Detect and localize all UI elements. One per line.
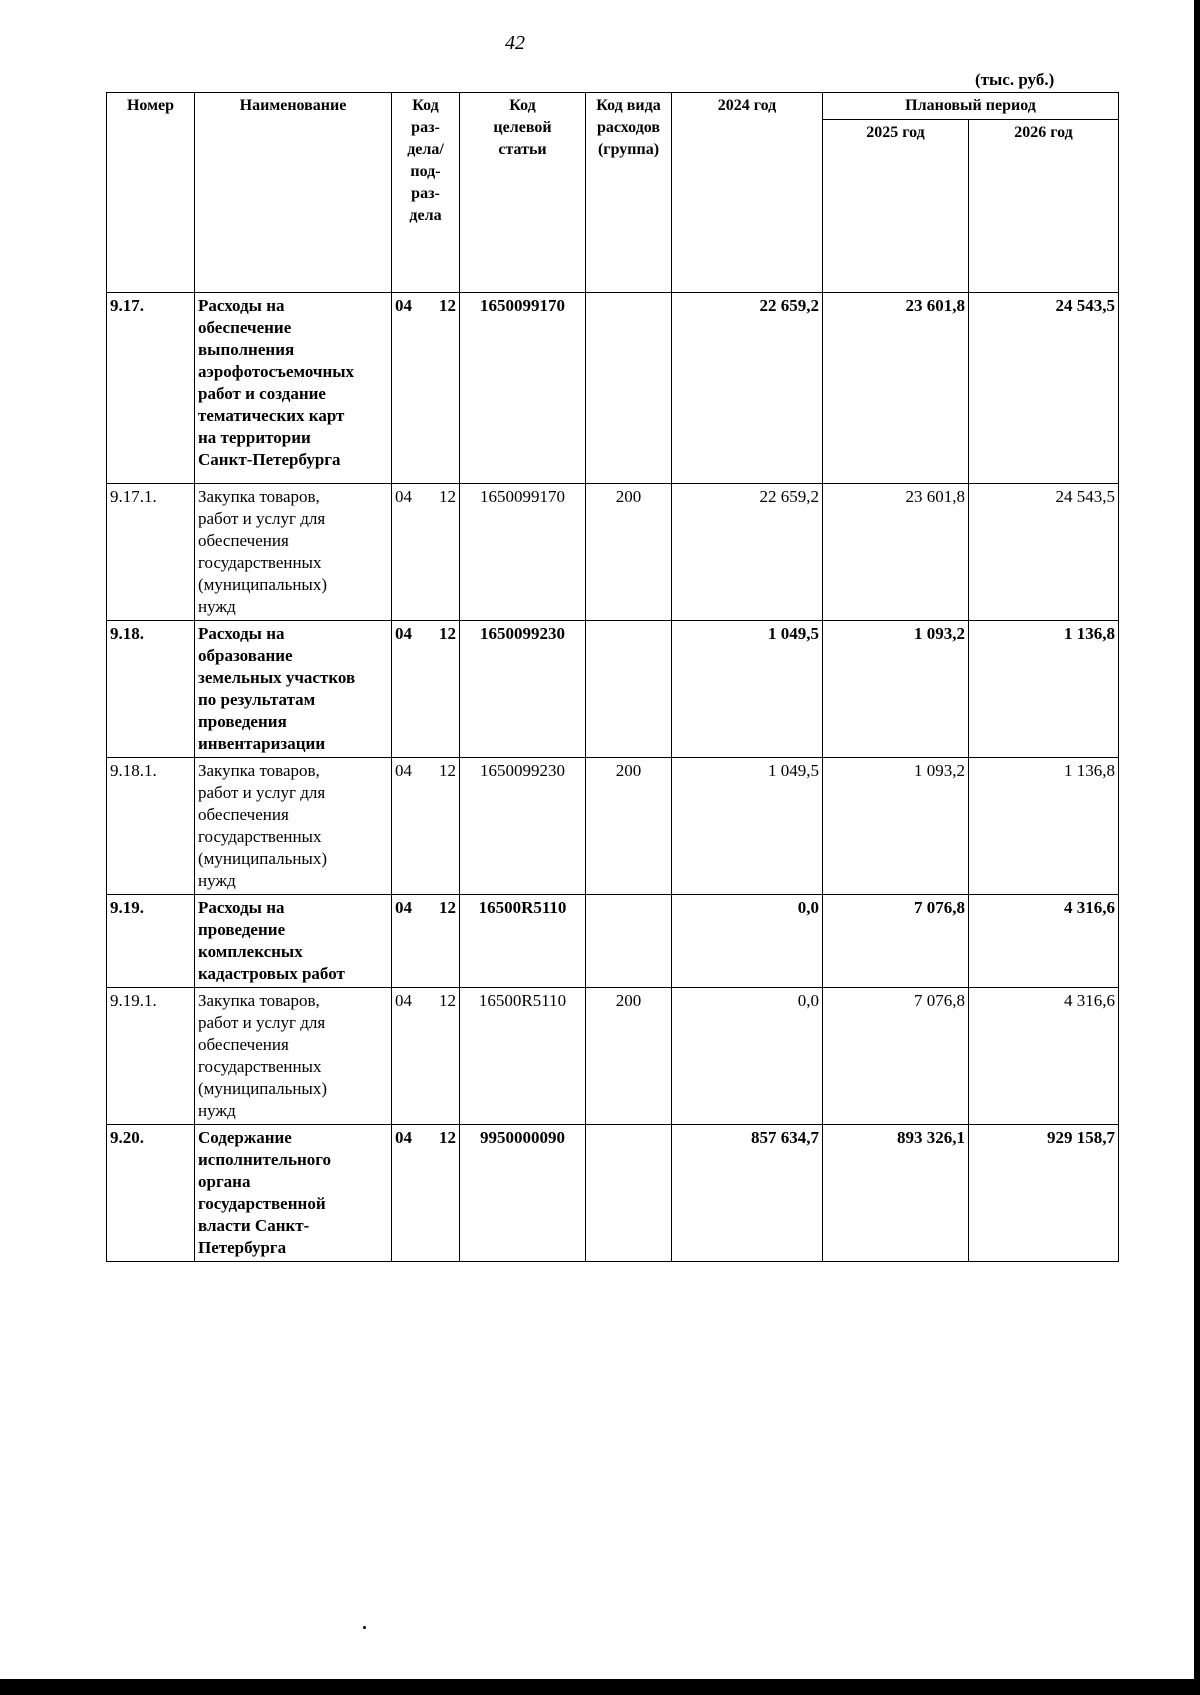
budget-table — [106, 92, 1119, 1262]
row-name-line: обеспечения — [198, 531, 289, 550]
row-section-code — [392, 621, 460, 758]
header-section-line: дела/ — [407, 141, 444, 158]
row-target-code: 9950000090 — [460, 1125, 586, 1262]
row-amount-2025: 23 601,8 — [823, 293, 969, 484]
row-number: 9.17. — [107, 293, 195, 484]
row-section: 04 — [395, 296, 412, 315]
row-number: 9.19.1. — [107, 988, 195, 1125]
row-amount-2026: 24 543,5 — [969, 293, 1119, 484]
page-number: 42 — [505, 32, 525, 54]
row-name-line: работ и услуг для — [198, 1013, 326, 1032]
row-section: 04 — [395, 1128, 412, 1147]
row-section-code — [392, 758, 460, 895]
row-name-line: власти Санкт- — [198, 1216, 310, 1235]
row-amount-2025: 1 093,2 — [823, 758, 969, 895]
row-expense-group — [586, 1125, 672, 1262]
row-name-line: комплексных — [198, 942, 303, 961]
row-name-line: Расходы на — [198, 898, 285, 917]
row-name-line: тематических карт — [198, 406, 345, 425]
row-section: 04 — [395, 624, 412, 643]
row-name-line: земельных участков — [198, 668, 356, 687]
table-row — [107, 758, 1119, 895]
row-amount-2026: 929 158,7 — [969, 1125, 1119, 1262]
row-amount-2024: 1 049,5 — [672, 758, 823, 895]
row-number: 9.19. — [107, 895, 195, 988]
scan-edge-bottom — [0, 1679, 1200, 1695]
row-amount-2026: 1 136,8 — [969, 621, 1119, 758]
row-name — [195, 484, 392, 621]
row-expense-group — [586, 621, 672, 758]
row-name-line: Петербурга — [198, 1238, 287, 1257]
row-name-line: образование — [198, 646, 293, 665]
row-subsection: 12 — [439, 487, 456, 506]
header-name: Наименование — [195, 93, 392, 293]
row-name-line: аэрофотосъемочных — [198, 362, 355, 381]
header-number: Номер — [107, 93, 195, 293]
row-name-line: проведение — [198, 920, 286, 939]
header-group-line: (группа) — [597, 141, 660, 158]
row-name-line: обеспечения — [198, 805, 289, 824]
row-section-code — [392, 895, 460, 988]
row-name-line: Закупка товаров, — [198, 761, 320, 780]
row-target-code: 1650099230 — [460, 758, 586, 895]
row-amount-2024: 0,0 — [672, 988, 823, 1125]
row-amount-2025: 1 093,2 — [823, 621, 969, 758]
header-year-2024: 2024 год — [672, 93, 823, 293]
row-section-code — [392, 484, 460, 621]
units-label: (тыс. руб.) — [975, 70, 1055, 89]
row-name — [195, 1125, 392, 1262]
row-name-line: нужд — [198, 1101, 236, 1120]
table-body — [107, 293, 1119, 1262]
row-section-code — [392, 988, 460, 1125]
row-subsection: 12 — [439, 761, 456, 780]
row-name — [195, 758, 392, 895]
row-name-line: инвентаризации — [198, 734, 326, 753]
row-number: 9.18.1. — [107, 758, 195, 895]
row-name-line: работ и создание — [198, 384, 326, 403]
row-subsection: 12 — [439, 1128, 456, 1147]
header-target-line: Код — [509, 97, 536, 114]
header-expense-group — [586, 93, 672, 293]
header-section-line: раз- — [411, 185, 440, 202]
row-expense-group: 200 — [586, 484, 672, 621]
table-row — [107, 988, 1119, 1125]
row-name-line: выполнения — [198, 340, 295, 359]
row-name-line: Закупка товаров, — [198, 991, 320, 1010]
row-amount-2025: 7 076,8 — [823, 895, 969, 988]
row-name-line: Расходы на — [198, 624, 285, 643]
row-name-line: кадастровых работ — [198, 964, 345, 983]
scan-speck — [363, 1626, 366, 1629]
row-section-code — [392, 293, 460, 484]
table-row — [107, 1125, 1119, 1262]
row-number: 9.18. — [107, 621, 195, 758]
row-number: 9.17.1. — [107, 484, 195, 621]
header-section-line: дела — [409, 207, 442, 224]
row-amount-2024: 22 659,2 — [672, 293, 823, 484]
row-section-code — [392, 1125, 460, 1262]
header-section-code — [392, 93, 460, 293]
row-name — [195, 988, 392, 1125]
row-target-code: 1650099230 — [460, 621, 586, 758]
row-name-line: государственных — [198, 553, 322, 572]
row-name-line: Содержание — [198, 1128, 292, 1147]
row-amount-2026: 4 316,6 — [969, 895, 1119, 988]
header-section-line: под- — [410, 163, 441, 180]
row-name-line: нужд — [198, 871, 236, 890]
row-amount-2024: 0,0 — [672, 895, 823, 988]
row-name-line: нужд — [198, 597, 236, 616]
row-name-line: (муниципальных) — [198, 575, 328, 594]
row-name-line: Закупка товаров, — [198, 487, 320, 506]
header-year-2025: 2025 год — [823, 120, 969, 293]
row-name — [195, 895, 392, 988]
row-section: 04 — [395, 991, 412, 1010]
row-name-line: обеспечения — [198, 1035, 289, 1054]
row-amount-2025: 7 076,8 — [823, 988, 969, 1125]
scan-edge-right — [1194, 0, 1200, 1695]
row-name-line: проведения — [198, 712, 287, 731]
row-amount-2025: 23 601,8 — [823, 484, 969, 621]
header-group-line: расходов — [596, 119, 661, 136]
row-subsection: 12 — [439, 991, 456, 1010]
row-target-code: 1650099170 — [460, 293, 586, 484]
row-target-code: 16500R5110 — [460, 895, 586, 988]
row-name-line: государственных — [198, 1057, 322, 1076]
row-section: 04 — [395, 761, 412, 780]
row-section: 04 — [395, 487, 412, 506]
row-amount-2024: 22 659,2 — [672, 484, 823, 621]
row-expense-group: 200 — [586, 988, 672, 1125]
row-name-line: органа — [198, 1172, 251, 1191]
header-planned-period: Плановый период — [823, 93, 1119, 120]
header-section-line: раз- — [411, 119, 440, 136]
table-row — [107, 895, 1119, 988]
row-name-line: государственных — [198, 827, 322, 846]
row-name-line: государственной — [198, 1194, 326, 1213]
row-target-code: 16500R5110 — [460, 988, 586, 1125]
header-year-2026: 2026 год — [969, 120, 1119, 293]
row-expense-group: 200 — [586, 758, 672, 895]
row-name-line: (муниципальных) — [198, 1079, 328, 1098]
row-section: 04 — [395, 898, 412, 917]
row-name — [195, 621, 392, 758]
row-name-line: по результатам — [198, 690, 316, 709]
row-expense-group — [586, 293, 672, 484]
row-name-line: работ и услуг для — [198, 509, 326, 528]
row-expense-group — [586, 895, 672, 988]
row-amount-2025: 893 326,1 — [823, 1125, 969, 1262]
table-row — [107, 484, 1119, 621]
row-amount-2026: 24 543,5 — [969, 484, 1119, 621]
row-name-line: (муниципальных) — [198, 849, 328, 868]
row-amount-2024: 857 634,7 — [672, 1125, 823, 1262]
row-number: 9.20. — [107, 1125, 195, 1262]
header-target-line: статьи — [498, 141, 547, 158]
header-target-code — [460, 93, 586, 293]
row-target-code: 1650099170 — [460, 484, 586, 621]
row-amount-2026: 1 136,8 — [969, 758, 1119, 895]
row-name-line: работ и услуг для — [198, 783, 326, 802]
row-name-line: Санкт-Петербурга — [198, 450, 341, 469]
header-section-line: Код — [412, 97, 439, 114]
table-row — [107, 293, 1119, 484]
row-subsection: 12 — [439, 296, 456, 315]
row-name-line: исполнительного — [198, 1150, 332, 1169]
header-group-line: Код вида — [596, 97, 661, 114]
header-row — [107, 93, 1119, 120]
header-target-line: целевой — [493, 119, 552, 136]
row-subsection: 12 — [439, 898, 456, 917]
row-subsection: 12 — [439, 624, 456, 643]
row-amount-2024: 1 049,5 — [672, 621, 823, 758]
row-amount-2026: 4 316,6 — [969, 988, 1119, 1125]
row-name-line: обеспечение — [198, 318, 292, 337]
row-name-line: на территории — [198, 428, 311, 447]
table-row — [107, 621, 1119, 758]
row-name-line: Расходы на — [198, 296, 285, 315]
row-name — [195, 293, 392, 484]
